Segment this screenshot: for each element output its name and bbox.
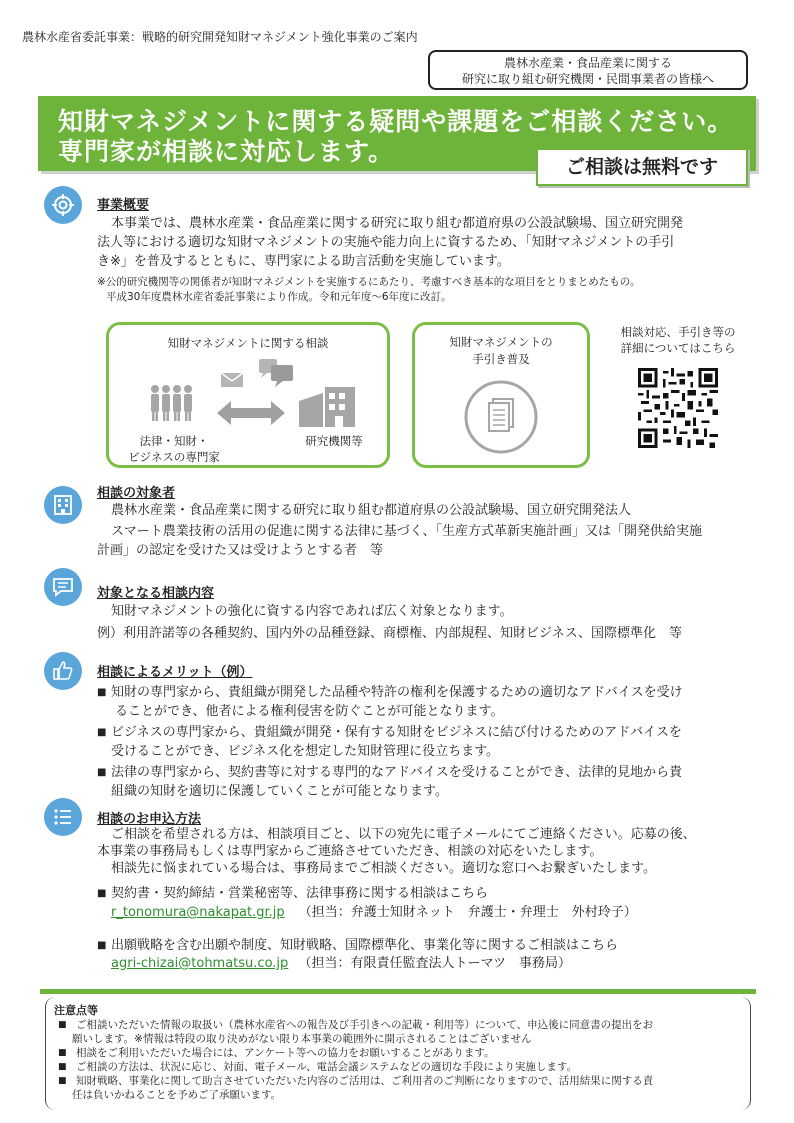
consultation-card-title: 知財マネジメントに関する相談	[167, 336, 329, 350]
notes-item-continued	[72, 1088, 750, 1102]
chat-icon	[44, 568, 82, 606]
notes-title: 注意点等	[54, 1004, 98, 1017]
guide-card-title	[415, 334, 587, 368]
contact-1-label: 契約書・契約締結・営業秘密等、法律事務に関する相談はこちら	[111, 886, 489, 901]
merit-item-2-line-2: 受けることができ、ビジネス化を想定した知財管理に役立ちます。	[111, 744, 500, 759]
merit-item-3-line-2: 組織の知財を適切に保護していくことが可能となります。	[111, 784, 448, 799]
notes-item-4: 知財戦略、事業化に関して助言させていただいた内容のご活用は、ご利用者のご判断になりますので、活用結果に関する責	[76, 1075, 654, 1087]
overview-line-3: き※」を普及するとともに、専門家による助言活動を実施しています。	[97, 254, 510, 269]
content-title: 対象となる相談内容	[97, 586, 215, 601]
notes-item: ■ ご相談いただいた情報の取扱い（農林水産省への報告及び手引きへの記載・利用等）について、申込後に同意書の提出をお	[58, 1019, 654, 1031]
qr-code-icon[interactable]	[638, 368, 718, 448]
content-line-1: 知財マネジメントの強化に資する内容であれば広く対象となります。	[111, 604, 513, 619]
merit-item-2-line-1: ビジネスの専門家から、貴組織が開発・保有する知財をビジネスに結び付けるためのアドバイスを	[111, 725, 682, 740]
qr-caption-line-1: 相談対応、手引き等の	[620, 325, 736, 339]
qr-caption-line-2: 詳細についてはこちら	[620, 341, 736, 355]
contact-1-person: （担当：弁護士知財ネット 弁護士・弁理士 外村玲子）	[298, 905, 637, 920]
message-icons	[221, 359, 303, 401]
overview-line-1: 本事業では、農林水産業・食品産業に関する研究に取り組む都道府県の公設試験場、国立研究開発	[111, 216, 684, 231]
headline-line-2: 専門家が相談に対応します。	[58, 137, 395, 166]
notes-item-continued	[72, 1032, 750, 1046]
notes-item: ■ ご相談の方法は、状況に応じ、対面、電子メール、電話会議システムなどの適切な手段により実施します。	[58, 1061, 578, 1073]
guide-title-line-2: 手引き普及	[472, 352, 530, 366]
content-line-2: 例）利用許諾等の各種契約、国内外の品種登録、商標権、内部規程、知財ビジネス、国際標準化 等	[97, 626, 683, 641]
target-line-3: 計画」の認定を受けた又は受けようとする者 等	[97, 543, 384, 558]
documents-icon	[463, 379, 539, 455]
merit-item: ■ 知財の専門家から、貴組織が開発した品種や特許の権利を保護するための適切なアドバイスを受け ることができ、他者による権利侵害を防ぐことが可能となります。	[97, 685, 683, 719]
contact-2-email-link[interactable]: agri-chizai@tohmatsu.co.jp	[111, 956, 289, 971]
target-title: 相談の対象者	[97, 486, 176, 501]
experts-icon	[147, 383, 197, 423]
apply-line-3: 相談先に悩まれている場合は、事務局までご相談ください。適切な窓口へお繋ぎいたします。	[111, 861, 656, 876]
overview-line-2: 法人等における適切な知財マネジメントの実施や能力向上に資するため、「知財マネジメントの手引	[97, 235, 675, 250]
divider	[40, 989, 756, 994]
merit-list	[97, 683, 757, 801]
notes-item-3: ご相談の方法は、状況に応じ、対面、電子メール、電話会議システムなどの適切な手段により実施します。	[76, 1061, 578, 1073]
notes-item-1-cont: 願いします。※情報は特段の取り決めがない限り本事業の範囲外に開示されることはございません	[72, 1033, 532, 1045]
experts-label	[119, 433, 229, 465]
notes-item: ■ 相談をご利用いただいた場合には、アンケート等への協力をお願いすることがあります。	[58, 1047, 495, 1059]
overview-title: 事業概要	[97, 198, 150, 213]
merit-item-3-line-1: 法律の専門家から、契約書等に対する専門的なアドバイスを受けることができ、法律的見地から貴	[111, 765, 683, 780]
contact-1-email-link[interactable]: r_tonomura@nakapat.gr.jp	[111, 905, 285, 920]
target-icon	[44, 186, 82, 224]
contact-2-row	[111, 954, 571, 973]
target-body	[97, 501, 757, 560]
guide-card	[412, 322, 590, 468]
notes-item-2: 相談をご利用いただいた場合には、アンケート等への協力をお願いすることがあります。	[76, 1047, 495, 1059]
apply-title: 相談のお申込方法	[97, 812, 202, 827]
target-line-1: 農林水産業・食品産業に関する研究に取り組む都道府県の公設試験場、国立研究開発法人	[111, 503, 632, 518]
two-way-arrow-icon	[217, 399, 285, 427]
list-icon	[44, 798, 82, 836]
building-section-icon	[44, 486, 82, 524]
contact-1-row	[111, 903, 637, 922]
experts-label-line-1: 法律・知財・	[139, 434, 209, 448]
audience-line-1: 農林水産業・食品産業に関する	[503, 56, 672, 70]
thumbs-up-icon	[44, 652, 82, 690]
notes-item-1: ご相談いただいた情報の取扱い（農林水産省への報告及び手引きへの記載・利用等）について、申込後に同意書の提出をお	[76, 1019, 654, 1031]
building-icon	[299, 387, 357, 427]
notes-box	[45, 997, 751, 1110]
contact-2-label: 出願戦略を含む出願や制度、知財戦略、国際標準化、事業化等に関するご相談はこちら	[111, 938, 619, 953]
consultation-card	[106, 322, 390, 468]
merit-title: 相談によるメリット（例）	[97, 665, 253, 680]
apply-line-2: 本事業の事務局もしくは専門家からご連絡させていただき、相談の対応をいたします。	[97, 844, 603, 859]
audience-box	[428, 50, 748, 90]
merit-item: ■ ビジネスの専門家から、貴組織が開発・保有する知財をビジネスに結び付けるためのアドバイスを 受けることができ、ビジネス化を想定した知財管理に役立ちます。	[97, 725, 682, 759]
overview-note-2: 平成30年度農林水産省委託事業により作成。令和元年度～6年度に改訂。	[106, 291, 452, 303]
headline-line-1: 知財マネジメントに関する疑問や課題をご相談ください。	[58, 107, 734, 136]
contact-2-person: （担当：有限責任監査法人トーマツ 事務局）	[298, 956, 572, 971]
overview-note-1: ※公的研究機関等の関係者が知財マネジメントを実施するにあたり、考慮すべき基本的な項目をとりまとめたもの。	[97, 276, 641, 288]
qr-caption	[608, 324, 748, 356]
program-title: 農林水産省委託事業：戦略的研究開発知財マネジメント強化事業のご案内	[22, 30, 418, 44]
merit-item: ■ 法律の専門家から、契約書等に対する専門的なアドバイスを受けることができ、法律的見地から貴 組織の知財を適切に保護していくことが可能となります。	[97, 765, 683, 799]
free-consultation-badge: ご相談は無料です	[536, 148, 748, 186]
overview-body	[97, 214, 757, 271]
experts-label-line-2: ビジネスの専門家	[128, 450, 220, 464]
guide-title-line-1: 知財マネジメントの	[449, 335, 553, 349]
contact-1: ■ 契約書・契約締結・営業秘密等、法律事務に関する相談はこちら	[97, 886, 489, 901]
institutions-label: 研究機関等	[305, 434, 363, 448]
audience-line-2: 研究に取り組む研究機関・民間事業者の皆様へ	[461, 72, 714, 86]
target-line-2: スマート農業技術の活用の促進に関する法律に基づく、「生産方式革新実施計画」又は「開発供給実施	[111, 524, 702, 539]
notes-item-4-cont: 任は負いかねることを予めご了承願います。	[72, 1089, 282, 1101]
merit-item-1-line-2: ることができ、他者による権利侵害を防ぐことが可能となります。	[115, 704, 504, 719]
contact-2: ■ 出願戦略を含む出願や制度、知財戦略、国際標準化、事業化等に関するご相談はこちら	[97, 938, 619, 953]
notes-item: ■ 知財戦略、事業化に関して助言させていただいた内容のご活用は、ご利用者のご判断になりますので、活用結果に関する責	[58, 1075, 654, 1087]
merit-item-1-line-1: 知財の専門家から、貴組織が開発した品種や特許の権利を保護するための適切なアドバイスを受け	[111, 685, 683, 700]
apply-line-1: ご相談を希望される方は、相談項目ごと、以下の宛先に電子メールにてご連絡ください。応募の後、	[111, 827, 696, 842]
apply-body	[97, 826, 757, 877]
